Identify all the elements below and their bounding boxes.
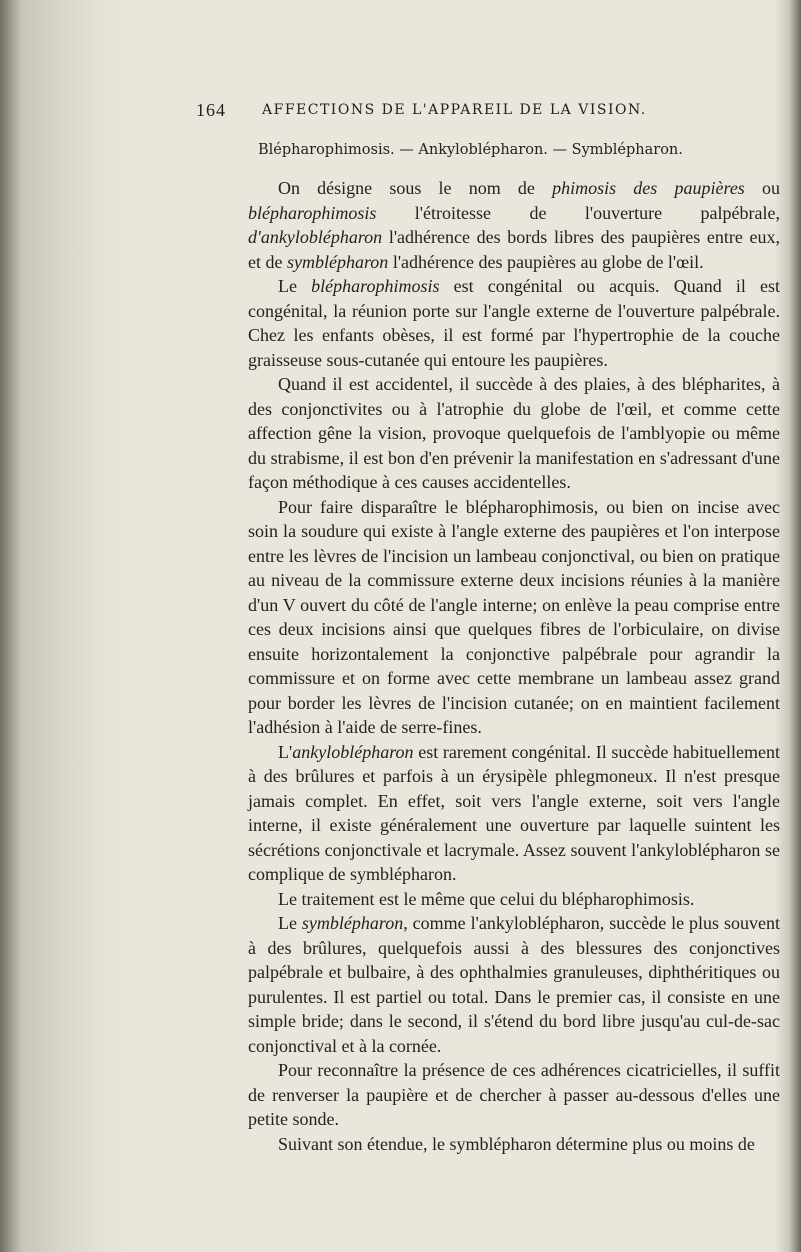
page-header — [196, 100, 776, 124]
text-run: Pour faire disparaître le blépharophimosis, ou bien on incise avec soin la soudure qui existe à l'angle externe des paupières et l'on interpose entre les lèvres de l'incision un lambeau conjonctival, ou bien on pratique au niveau de la commissure externe deux incisions réunies à la manière d'un V ouvert du côté de l'angle interne; on enlève la peau comprise entre ces deux incisions ainsi que quelques fibres de l'orbiculaire, on divise ensuite horizontalement la conjonctive palpébrale pour agrandir la commissure et on forme avec cette membrane un lambeau assez grand pour border les lèvres de l'incision cutanée; on en maintient facilement l'adhésion à l'aide de serre-fines. — [248, 496, 780, 737]
italic-term: d'ankyloblépharon — [248, 227, 383, 247]
running-head: AFFECTIONS DE L'APPAREIL DE LA VISION. — [262, 102, 647, 118]
italic-term: symblépharon — [286, 251, 389, 272]
italic-term: symblépharon — [301, 913, 404, 933]
italic-term: ankyloblépharon — [292, 741, 414, 762]
binding-edge — [0, 0, 22, 1252]
page-number: 164 — [196, 100, 226, 120]
text-run: l'étroitesse de l'ouverture palpébrale, — [376, 202, 780, 223]
text-run: Le — [278, 913, 302, 933]
italic-term: blépharophimosis — [248, 202, 377, 223]
text-run: Le traitement est le même que celui du blépharophimosis. — [278, 888, 695, 909]
paragraph — [248, 911, 780, 1058]
italic-term: phimosis des paupières — [552, 178, 745, 198]
text-run: On désigne sous le nom de — [278, 178, 553, 198]
italic-term: blépharophimosis — [311, 276, 440, 296]
paragraph — [248, 274, 780, 372]
text-run: l'adhérence des bords libres des paupières entre eux, et de — [248, 227, 780, 272]
text-run: Suivant son étendue, le symblépharon détermine plus ou moins de — [278, 1133, 755, 1154]
text-run: Quand il est accidentel, il succède à des plaies, à des blépharites, à des conjonctivites ou à l'atrophie du globe de l'œil, et comme cette affection gêne la vision, provoque quelquefois de l'amblyopie ou même du strabisme, il est bon d'en prévenir la manifestation en s'adressant d'une façon méthodique à ces causes accidentelles. — [248, 374, 780, 492]
text-run: l'adhérence des paupières au globe de l'œil. — [388, 251, 704, 272]
text-run: Le — [278, 276, 312, 296]
paragraph — [248, 176, 780, 274]
text-run: L' — [278, 741, 293, 762]
text-run: Pour reconnaître la présence de ces adhérences cicatricielles, il suffit de renverser la paupière et de chercher à passer au-dessous d'elles une petite sonde. — [248, 1060, 780, 1129]
paragraph — [248, 887, 780, 912]
text-run: est congénital ou acquis. Quand il est congénital, la réunion porte sur l'angle externe de l'ouverture palpébrale. Chez les enfants obèses, il est formé par l'hypertrophie de la couche graisseuse sous-cutanée qui entoure les paupières. — [248, 276, 780, 370]
paragraph — [248, 740, 780, 887]
paragraph — [248, 495, 780, 740]
text-run: ou — [744, 178, 780, 198]
paragraph — [248, 1058, 780, 1132]
paragraph — [248, 372, 780, 495]
paragraph — [248, 1132, 780, 1157]
section-subtitle: Blépharophimosis. — Ankyloblépharon. — Symblépharon. — [258, 142, 683, 158]
book-binding-shadow — [0, 0, 150, 1252]
body-text — [248, 176, 780, 1156]
text-run: est rarement congénital. Il succède habituellement à des brûlures et parfois à un érysipèle phlegmoneux. Il n'est presque jamais complet. En effet, soit vers l'angle externe, soit vers l'angle interne, il existe généralement une ouverture par laquelle suintent les sécrétions conjonctivale et lacrymale. Assez souvent l'ankyloblépharon se complique de symblépharon. — [248, 741, 780, 884]
text-run: , comme l'ankyloblépharon, succède le plus souvent à des brûlures, quelquefois aussi à des blessures des conjonctives palpébrale et bulbaire, à des ophthalmies granuleuses, diphthéritiques ou purulentes. Il est partiel ou total. Dans le premier cas, il consiste en une simple bride; dans le second, il s'étend du bord libre jusqu'au cul-de-sac conjonctival et à la cornée. — [248, 913, 780, 1056]
